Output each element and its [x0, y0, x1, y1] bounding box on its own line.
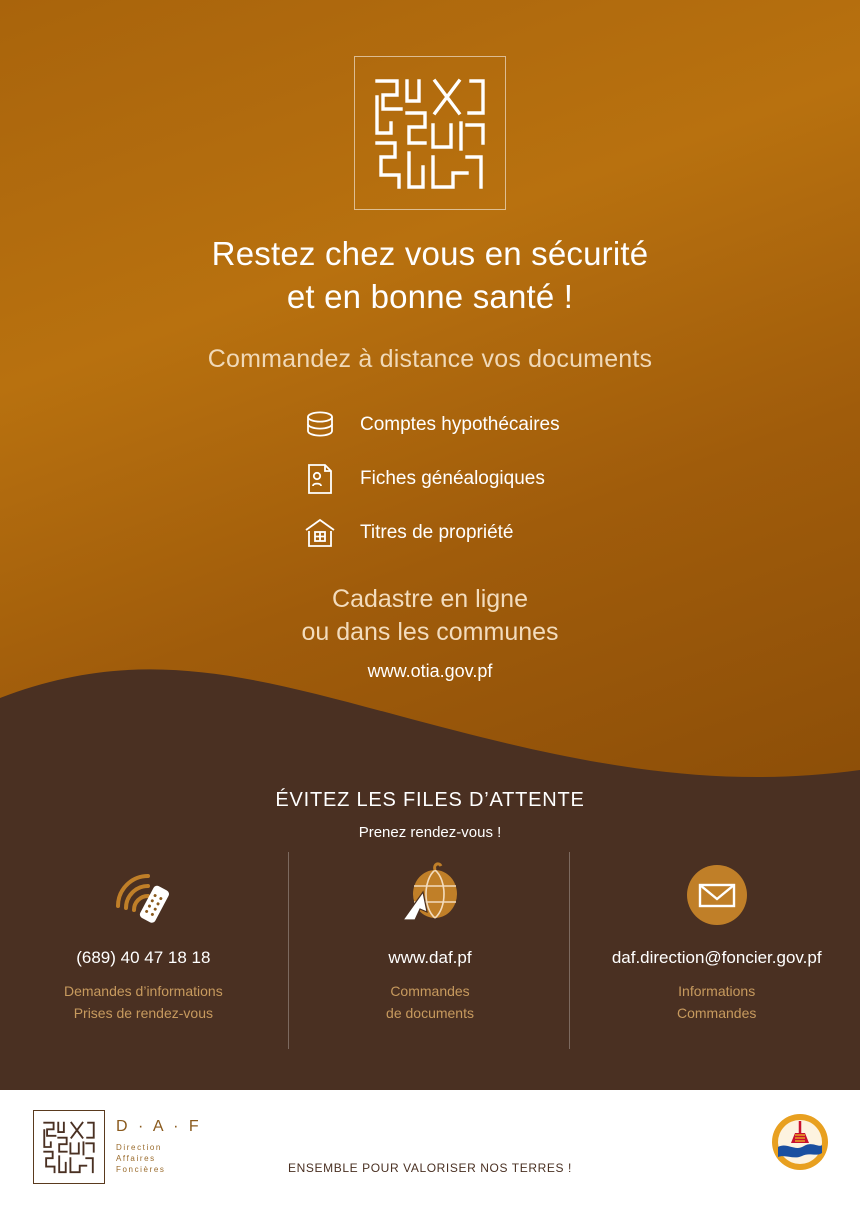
phone-note-line-1: Demandes d’informations — [63, 983, 223, 999]
avoid-queues-subtitle: Prenez rendez-vous ! — [358, 824, 502, 841]
subheadline: Commandez à distance vos documents — [207, 345, 653, 373]
service-item-comptes-hypothecaires — [0, 398, 860, 452]
website-url[interactable]: www.daf.pf — [388, 948, 472, 967]
email-note — [573, 980, 860, 1024]
service-item-fiches-genealogiques — [0, 452, 860, 506]
phone-ringing-icon — [0, 852, 287, 938]
service-label: Comptes hypothécaires — [360, 414, 560, 435]
website-note — [287, 980, 574, 1024]
document-card-icon — [300, 460, 340, 498]
phone-note — [0, 980, 287, 1024]
phone-note-line-2: Prises de rendez-vous — [73, 1005, 213, 1021]
headline-line-1: Restez chez vous en sécurité — [211, 235, 649, 272]
daf-logo-frame — [354, 56, 506, 210]
otia-url-link[interactable]: www.otia.gov.pf — [367, 661, 493, 681]
avoid-queues-title: ÉVITEZ LES FILES D’ATTENTE — [275, 789, 585, 811]
services-list — [0, 398, 860, 560]
footer-slogan: ENSEMBLE POUR VALORISER NOS TERRES ! — [288, 1161, 572, 1175]
contact-phone[interactable] — [0, 852, 287, 1052]
headline — [0, 232, 860, 318]
cadastre-line-2: ou dans les communes — [301, 618, 559, 646]
service-item-titres-de-propriete — [0, 506, 860, 560]
french-polynesia-crest-icon — [771, 1113, 829, 1171]
contact-website[interactable] — [287, 852, 574, 1052]
phone-number[interactable]: (689) 40 47 18 18 — [76, 948, 211, 967]
email-address[interactable]: daf.direction@foncier.gov.pf — [611, 948, 822, 967]
contact-email[interactable] — [573, 852, 860, 1052]
service-label: Titres de propriété — [360, 522, 514, 543]
email-note-line-2: Commandes — [676, 1005, 757, 1021]
envelope-icon — [573, 852, 860, 938]
website-note-line-2: de documents — [386, 1005, 474, 1021]
website-note-line-1: Commandes — [390, 983, 470, 999]
daf-fullname-line-3: Foncières — [116, 1165, 166, 1174]
daf-fullname-line-2: Affaires — [116, 1154, 156, 1163]
headline-line-2: et en bonne santé ! — [286, 278, 574, 315]
service-label: Fiches généalogiques — [360, 468, 545, 489]
daf-fullname-line-1: Direction — [116, 1143, 162, 1152]
daf-tiki-logo-icon — [355, 57, 505, 209]
cadastre-block — [0, 583, 860, 649]
house-deed-icon — [300, 514, 340, 552]
daf-acronym: D · A · F — [116, 1118, 202, 1135]
mouse-globe-icon — [287, 852, 574, 938]
contacts-row — [0, 852, 860, 1052]
stacked-coins-icon — [300, 406, 340, 444]
email-note-line-1: Informations — [678, 983, 756, 999]
cadastre-line-1: Cadastre en ligne — [332, 585, 528, 613]
